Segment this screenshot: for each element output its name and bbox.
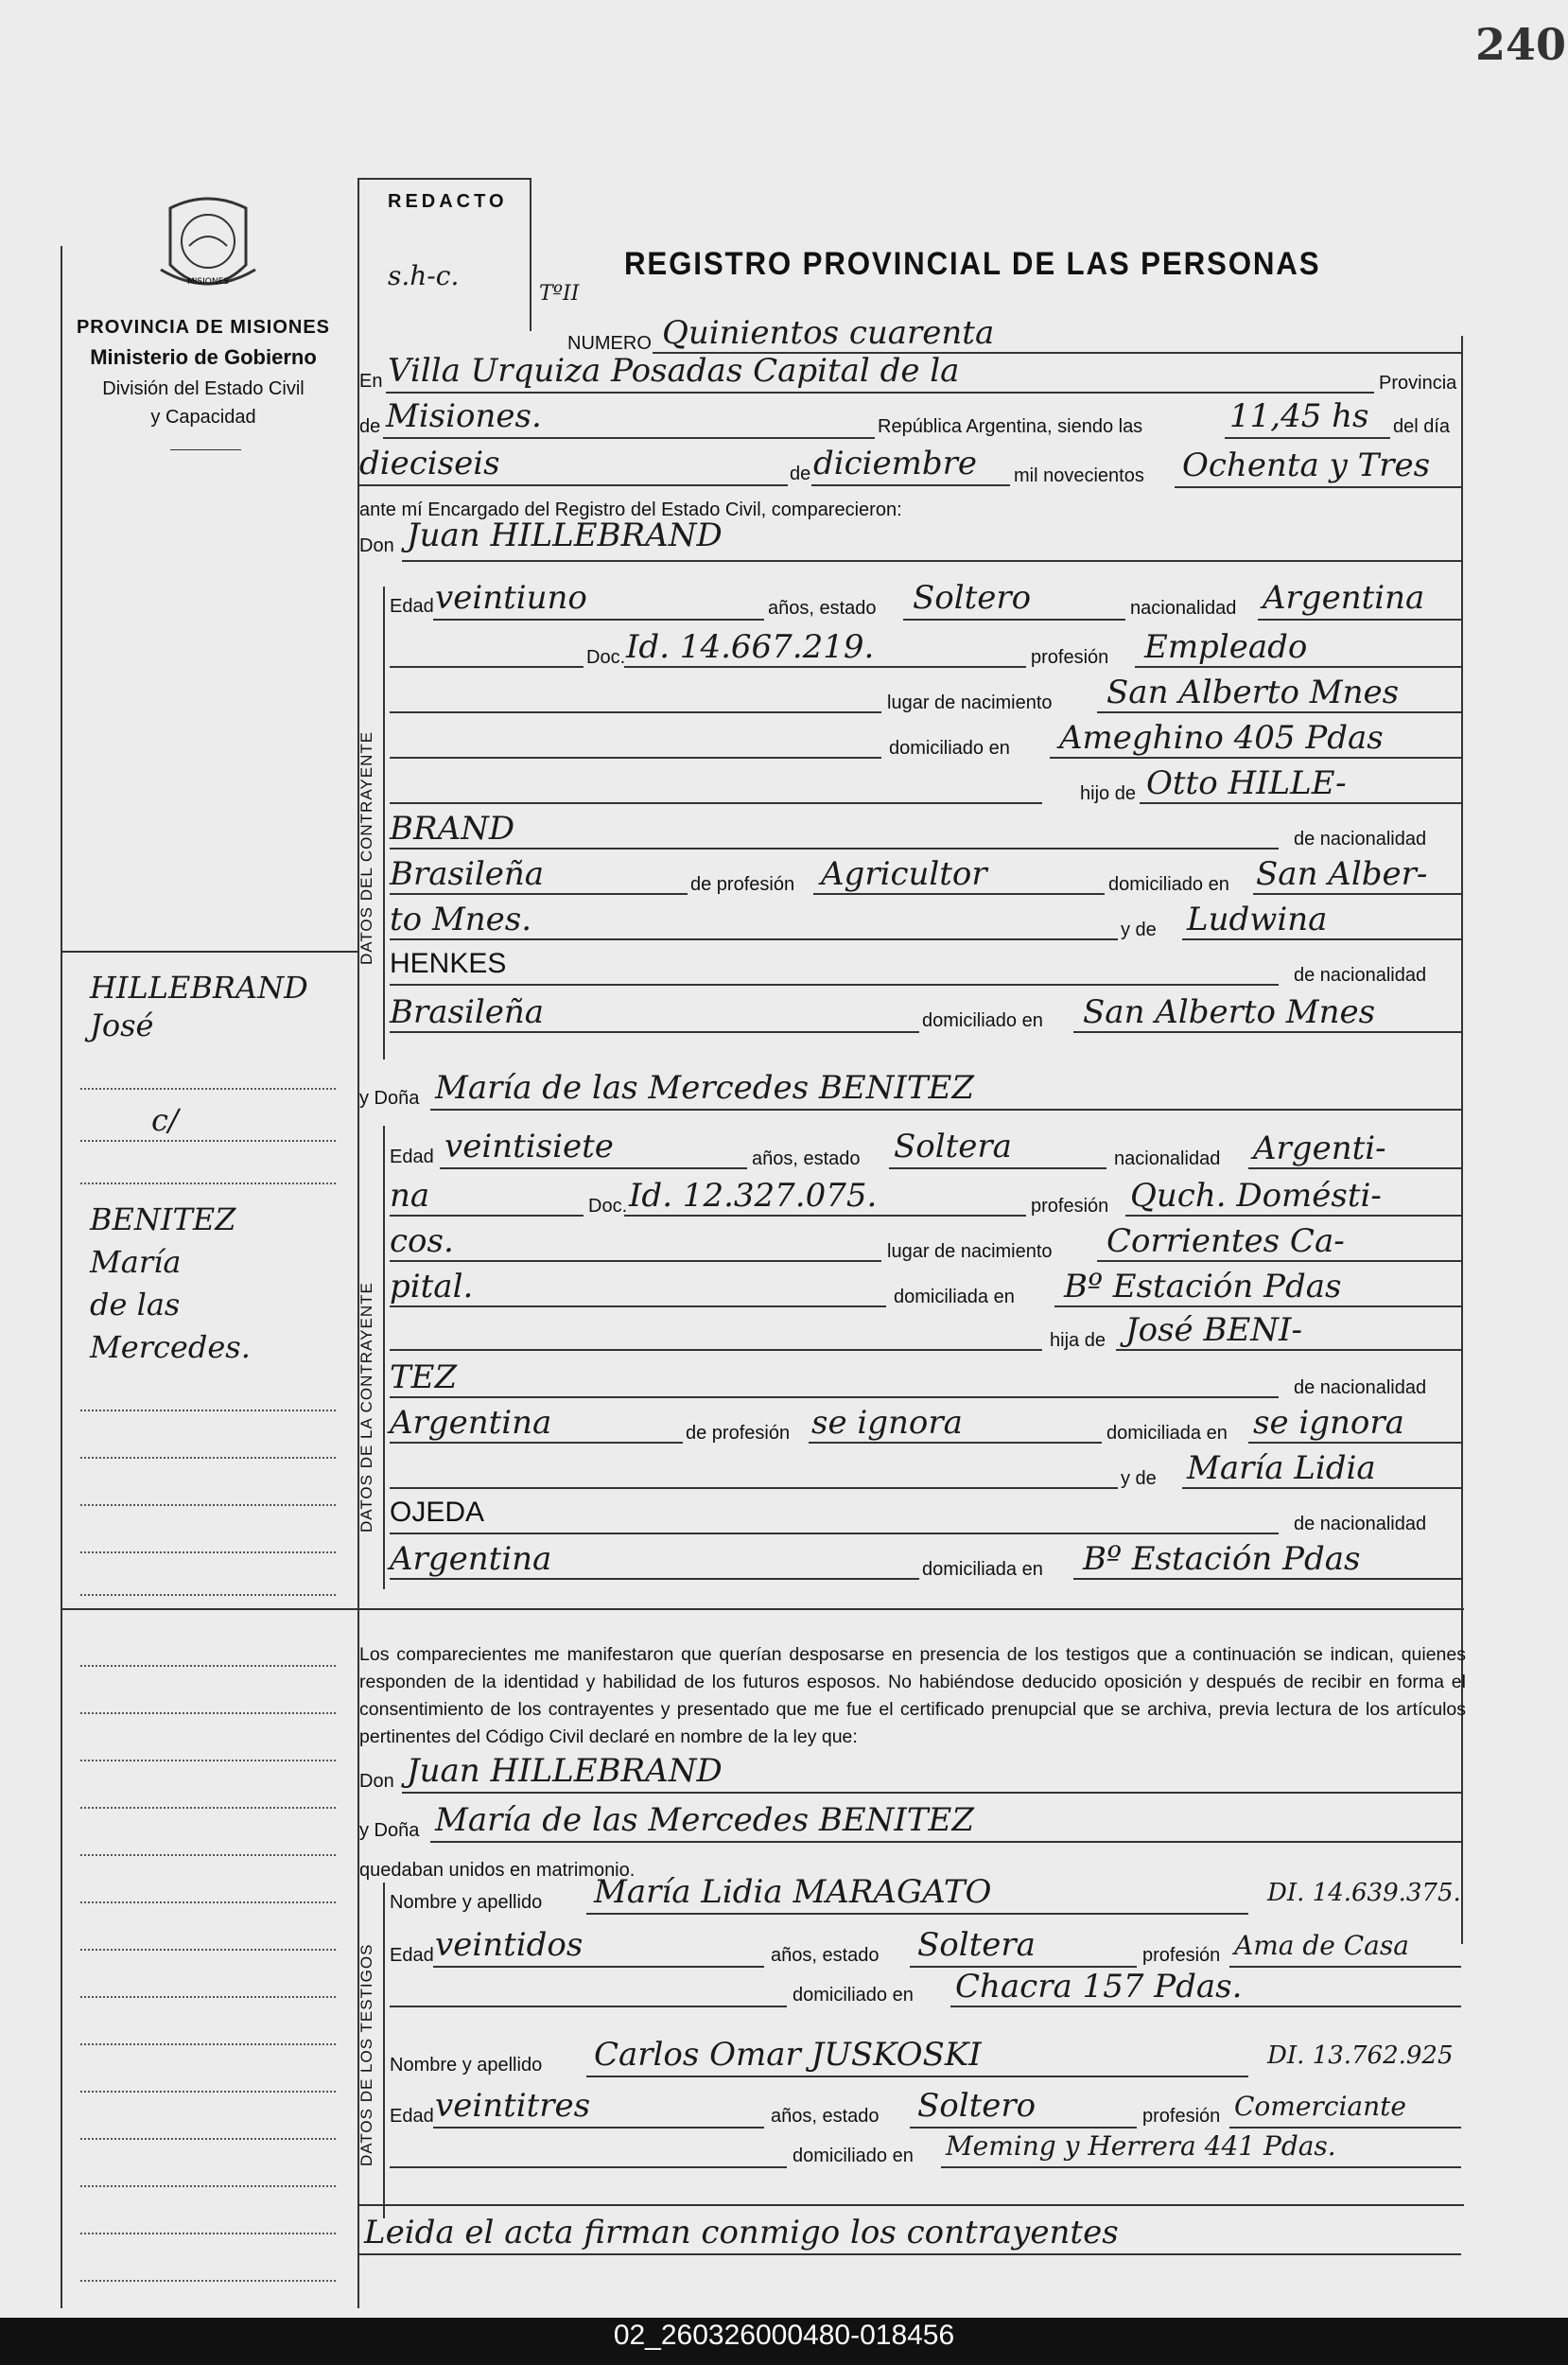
- tomo-note: TºII: [539, 282, 580, 306]
- domicilio-f-value: Bº Estación Pdas: [1064, 1268, 1342, 1305]
- mil-label: mil novecientos: [1014, 465, 1144, 486]
- decl-dona-value: María de las Mercedes BENITEZ: [435, 1801, 974, 1839]
- don-value: Juan HILLEBRAND: [407, 517, 723, 554]
- padre-dom-label: domiciliado en: [1108, 874, 1229, 895]
- redacto-label: REDACTO: [388, 191, 508, 212]
- underline: [390, 984, 1279, 986]
- doc-value: Id. 14.667.219.: [626, 628, 875, 666]
- t1-edad-label: Edad: [390, 1945, 434, 1966]
- underline: [624, 666, 1026, 668]
- redacto-box: [357, 178, 531, 331]
- provincia-value: Misiones.: [386, 397, 542, 435]
- province-name: PROVINCIA DE MISIONES: [76, 317, 331, 338]
- dotted-line: [80, 2138, 336, 2140]
- decl-don-label: Don: [359, 1771, 394, 1792]
- lugar-nac-f-label: lugar de nacimiento: [887, 1241, 1053, 1262]
- underline: [357, 484, 788, 486]
- t1-prof-value: Ama de Casa: [1234, 1930, 1409, 1961]
- hija-label: hija de: [1050, 1330, 1106, 1351]
- underline: [433, 2127, 764, 2128]
- underline: [390, 1396, 1279, 1398]
- profesion-f-value-1: Quch. Domésti-: [1130, 1177, 1382, 1215]
- t2-prof-label: profesión: [1142, 2106, 1221, 2127]
- division-line-1: División del Estado Civil: [102, 378, 305, 399]
- margin-note-surname: HILLEBRAND: [90, 970, 308, 1006]
- underline: [586, 1913, 1248, 1915]
- underline: [359, 2253, 1461, 2255]
- republica-label: República Argentina, siendo las: [878, 416, 1143, 437]
- underline: [430, 1109, 1461, 1111]
- doc-label: Doc.: [586, 647, 626, 668]
- dona-value: María de las Mercedes BENITEZ: [435, 1069, 974, 1107]
- del-dia-label: del día: [1393, 416, 1451, 437]
- underline: [390, 938, 1118, 940]
- underline: [1182, 938, 1461, 940]
- lugar-nac-label: lugar de nacimiento: [887, 692, 1053, 713]
- t2-edad-value: veintitres: [435, 2087, 591, 2125]
- quedaban-label: quedaban unidos en matrimonio.: [359, 1860, 636, 1881]
- redacto-value: s.h-c.: [388, 260, 460, 291]
- dotted-line: [80, 1088, 336, 1090]
- underline: [1175, 486, 1461, 488]
- profesion-f-label: profesión: [1031, 1196, 1109, 1217]
- y-dona-label: y Doña: [359, 1088, 420, 1109]
- underline: [386, 392, 1374, 394]
- dotted-line: [80, 1949, 336, 1951]
- madre-nac-value: Brasileña: [390, 993, 544, 1031]
- underline: [950, 2006, 1461, 2007]
- hora-value: 11,45 hs: [1229, 397, 1369, 435]
- padre-f-prof-value: se ignora: [811, 1404, 963, 1442]
- mes-value: diciembre: [813, 445, 978, 482]
- padre-f-value-2: TEZ: [390, 1358, 458, 1396]
- underline: [390, 1349, 1042, 1351]
- underline: [1248, 1167, 1461, 1169]
- divider: [357, 2204, 1464, 2206]
- padre-f-nac-value: Argentina: [390, 1404, 552, 1442]
- underline: [1253, 893, 1461, 895]
- underline: [1229, 1966, 1461, 1968]
- madre-value-2: HENKES: [390, 948, 507, 979]
- dotted-line: [80, 1594, 336, 1596]
- don-label: Don: [359, 535, 394, 556]
- divider: [61, 1608, 357, 1610]
- underline: [1097, 1260, 1461, 1262]
- dotted-line: [80, 1760, 336, 1761]
- underline: [402, 560, 1461, 562]
- margin-note-name-2: María: [90, 1244, 182, 1280]
- underline: [809, 1442, 1102, 1444]
- underline: [1225, 437, 1390, 439]
- madre-f-value-1: María Lidia: [1187, 1449, 1376, 1487]
- t1-dom-value: Chacra 157 Pdas.: [955, 1968, 1243, 2006]
- dotted-line: [80, 1504, 336, 1506]
- t2-nombre-label: Nombre y apellido: [390, 2055, 543, 2076]
- madre-f-dom-label: domiciliada en: [922, 1559, 1043, 1580]
- underline: [1248, 1442, 1461, 1444]
- madre-f-value-2: OJEDA: [390, 1497, 485, 1528]
- underline: [390, 711, 881, 713]
- dotted-line: [80, 2233, 336, 2234]
- padre-nac-value: Brasileña: [390, 855, 544, 893]
- underline: [1182, 1487, 1461, 1489]
- underline: [1050, 757, 1461, 759]
- y-de-label: y de: [1121, 920, 1157, 940]
- dotted-line: [80, 2091, 336, 2093]
- dia-value: dieciseis: [359, 445, 500, 482]
- underline: [390, 802, 1042, 804]
- dotted-line: [80, 1996, 336, 1998]
- domicilio-f-label: domiciliada en: [894, 1287, 1015, 1307]
- dotted-line: [80, 1410, 336, 1411]
- lugar-nac-f-value-1: Corrientes Ca-: [1106, 1222, 1345, 1260]
- t2-prof-value: Comerciante: [1234, 2091, 1406, 2122]
- madre-dom-value: San Alberto Mnes: [1083, 993, 1376, 1031]
- dotted-line: [80, 1854, 336, 1856]
- de-nacionalidad-f-label: de nacionalidad: [1294, 1377, 1427, 1398]
- edad-label: Edad: [390, 596, 434, 617]
- dotted-line: [80, 1807, 336, 1809]
- t1-nombre-value: María Lidia MARAGATO: [594, 1873, 992, 1911]
- padre-value-1: Otto HILLE-: [1146, 764, 1347, 802]
- underline: [1116, 1349, 1461, 1351]
- left-margin-line: [61, 246, 62, 2308]
- doc-f-value: Id. 12.327.075.: [629, 1177, 878, 1215]
- ante-label: ante mí Encargado del Registro del Estado Civil, comparecieron:: [359, 499, 902, 520]
- madre-dom-label: domiciliado en: [922, 1010, 1043, 1031]
- contrayente-f-side-label: DATOS DE LA CONTRAYENTE: [357, 1282, 375, 1533]
- dotted-line: [80, 1457, 336, 1459]
- madre-f-dom-value: Bº Estación Pdas: [1083, 1540, 1361, 1578]
- de-nacionalidad-f-label-2: de nacionalidad: [1294, 1514, 1427, 1534]
- underline: [390, 848, 1279, 850]
- underline: [390, 1215, 584, 1217]
- margin-note-name-4: Mercedes.: [90, 1329, 251, 1365]
- page-number: 240: [1475, 19, 1567, 70]
- padre-f-dom-label: domiciliada en: [1106, 1423, 1228, 1444]
- underline: [390, 757, 881, 759]
- dotted-line: [80, 2043, 336, 2045]
- margin-note-surname-2: BENITEZ: [90, 1201, 236, 1237]
- edad-value: veintiuno: [435, 579, 587, 617]
- en-label: En: [359, 371, 383, 392]
- nacionalidad-f-value-2: na: [390, 1177, 430, 1215]
- nacionalidad-value: Argentina: [1263, 579, 1425, 617]
- nacionalidad-f-label: nacionalidad: [1114, 1148, 1221, 1169]
- decl-don-value: Juan HILLEBRAND: [407, 1752, 723, 1790]
- estado-value: Soltero: [913, 579, 1032, 617]
- decl-dona-label: y Doña: [359, 1820, 420, 1841]
- dotted-line: [80, 1551, 336, 1553]
- anios-estado-label: años, estado: [768, 598, 877, 619]
- document-title: REGISTRO PROVINCIAL DE LAS PERSONAS: [624, 246, 1321, 282]
- underline: [390, 2166, 787, 2168]
- contrayente-f-section-border: [383, 1126, 385, 1589]
- underline: [1140, 802, 1461, 804]
- t1-estado-label: años, estado: [771, 1945, 880, 1966]
- divider: [357, 1608, 1464, 1610]
- dotted-line: [80, 1182, 336, 1184]
- underline: [390, 893, 688, 895]
- de-label-2: de: [790, 464, 811, 484]
- de-nacionalidad-label-2: de nacionalidad: [1294, 965, 1427, 986]
- t2-dom-label: domiciliado en: [793, 2146, 914, 2166]
- underline: [1073, 1578, 1461, 1580]
- declaracion-paragraph: Los comparecientes me manifestaron que querían desposarse en presencia de los testigos que a continuación se indican, quienes responden de la identidad y habilidad de los futuros esposos. No habiéndose deducido oposición y después de recibir en forma el consentimiento de los contrayentes y presentado que me fue el certificado prenupcial que se archiva, previa lectura de los artículos pertinentes del Código Civil declaré en nombre de la ley que:: [359, 1644, 1466, 1747]
- underline: [941, 2166, 1461, 2168]
- estado-f-value: Soltera: [894, 1128, 1012, 1165]
- hijo-label: hijo de: [1080, 783, 1136, 804]
- underline: [1073, 1031, 1461, 1033]
- padre-f-value-1: José BENI-: [1125, 1311, 1302, 1349]
- seal-text: MISIONES: [186, 277, 230, 287]
- dotted-line: [80, 1712, 336, 1714]
- dotted-line: [80, 2280, 336, 2282]
- anios-estado-f-label: años, estado: [752, 1148, 861, 1169]
- underline: [811, 484, 1010, 486]
- de-nacionalidad-label: de nacionalidad: [1294, 829, 1427, 850]
- nacionalidad-label: nacionalidad: [1130, 598, 1237, 619]
- underline: [390, 2006, 787, 2007]
- t2-edad-label: Edad: [390, 2106, 434, 2127]
- underline: [903, 619, 1125, 621]
- margin-note-name-3: de las: [90, 1287, 181, 1323]
- t1-edad-value: veintidos: [435, 1926, 584, 1964]
- underline: [390, 666, 584, 668]
- t2-estado-label: años, estado: [771, 2106, 880, 2127]
- dotted-line: [80, 1140, 336, 1142]
- left-margin-column: [0, 0, 359, 2308]
- padre-dom-value-2: to Mnes.: [390, 901, 532, 938]
- t2-doc-value: DI. 13.762.925: [1267, 2041, 1454, 2070]
- de-profesion-label: de profesión: [690, 874, 795, 895]
- y-de-f-label: y de: [1121, 1468, 1157, 1489]
- contrayente-side-label: DATOS DEL CONTRAYENTE: [357, 730, 375, 965]
- madre-value-1: Ludwina: [1187, 901, 1328, 938]
- anio-value: Ochenta y Tres: [1182, 447, 1431, 484]
- underline: [440, 1167, 747, 1169]
- nacionalidad-f-value-1: Argenti-: [1253, 1130, 1386, 1167]
- underline: [390, 1487, 1118, 1489]
- underline: [586, 2076, 1248, 2077]
- underline: [624, 1215, 1026, 1217]
- closing-text: Leida el acta firman conmigo los contrayentes: [364, 2214, 1119, 2251]
- padre-value-2: BRAND: [390, 810, 515, 848]
- de-label: de: [359, 416, 381, 437]
- profesion-f-value-2: cos.: [390, 1222, 454, 1260]
- testigos-side-label: DATOS DE LOS TESTIGOS: [357, 1943, 375, 2166]
- domicilio-label: domiciliado en: [889, 738, 1010, 759]
- madre-f-nac-value: Argentina: [390, 1540, 552, 1578]
- de-profesion-f-label: de profesión: [686, 1423, 791, 1444]
- underline: [383, 437, 875, 439]
- t2-dom-value: Meming y Herrera 441 Pdas.: [946, 2130, 1336, 2162]
- lugar-value: Villa Urquiza Posadas Capital de la: [388, 352, 960, 390]
- dotted-line: [80, 1901, 336, 1903]
- underline: [402, 1792, 1461, 1794]
- divider: [170, 449, 241, 450]
- underline: [1054, 1305, 1461, 1307]
- t2-nombre-value: Carlos Omar JUSKOSKI: [594, 2036, 982, 2074]
- underline: [889, 1167, 1106, 1169]
- lugar-nac-value: San Alberto Mnes: [1106, 674, 1400, 711]
- underline: [910, 2127, 1137, 2128]
- dotted-line: [80, 2185, 336, 2187]
- footer-id: 02_260326000480-018456: [613, 2320, 955, 2351]
- edad-f-value: veintisiete: [444, 1128, 614, 1165]
- underline: [430, 1841, 1461, 1843]
- underline: [390, 1578, 919, 1580]
- testigos-section-border: [383, 1883, 385, 2218]
- padre-prof-value: Agricultor: [821, 855, 987, 893]
- t2-estado-value: Soltero: [917, 2087, 1037, 2125]
- provincia-label: Provincia: [1379, 373, 1457, 394]
- padre-dom-value-1: San Alber-: [1256, 855, 1428, 893]
- underline: [433, 1966, 764, 1968]
- t1-estado-value: Soltera: [917, 1926, 1036, 1964]
- lugar-nac-f-value-2: pital.: [390, 1268, 474, 1305]
- t1-prof-label: profesión: [1142, 1945, 1221, 1966]
- divider: [61, 951, 357, 953]
- padre-f-dom-value: se ignora: [1253, 1404, 1404, 1442]
- underline: [1125, 1215, 1461, 1217]
- underline: [1135, 666, 1461, 668]
- numero-label: NUMERO: [567, 333, 652, 354]
- underline: [390, 1031, 919, 1033]
- underline: [390, 1260, 881, 1262]
- underline: [1229, 2127, 1461, 2128]
- ministry-name: Ministerio de Gobierno: [90, 345, 317, 369]
- underline: [390, 1442, 683, 1444]
- t1-doc-value: DI. 14.639.375.: [1267, 1879, 1461, 1907]
- underline: [813, 893, 1105, 895]
- domicilio-value: Ameghino 405 Pdas: [1059, 719, 1384, 757]
- edad-f-label: Edad: [390, 1147, 434, 1167]
- underline: [1097, 711, 1461, 713]
- underline: [433, 619, 764, 621]
- margin-note-conjunction: c/: [151, 1102, 179, 1138]
- margin-note-name: José: [90, 1007, 154, 1043]
- t1-nombre-label: Nombre y apellido: [390, 1892, 543, 1913]
- province-seal-icon: [151, 189, 265, 303]
- numero-value: Quinientos cuarenta: [662, 314, 995, 352]
- profesion-value: Empleado: [1144, 628, 1308, 666]
- t1-dom-label: domiciliado en: [793, 1985, 914, 2006]
- contrayente-section-border: [383, 587, 385, 1060]
- doc-f-label: Doc.: [588, 1196, 628, 1217]
- dotted-line: [80, 1665, 336, 1667]
- underline: [390, 1305, 886, 1307]
- profesion-label: profesión: [1031, 647, 1109, 668]
- division-line-2: y Capacidad: [150, 407, 256, 428]
- underline: [1258, 619, 1461, 621]
- underline: [390, 1533, 1279, 1534]
